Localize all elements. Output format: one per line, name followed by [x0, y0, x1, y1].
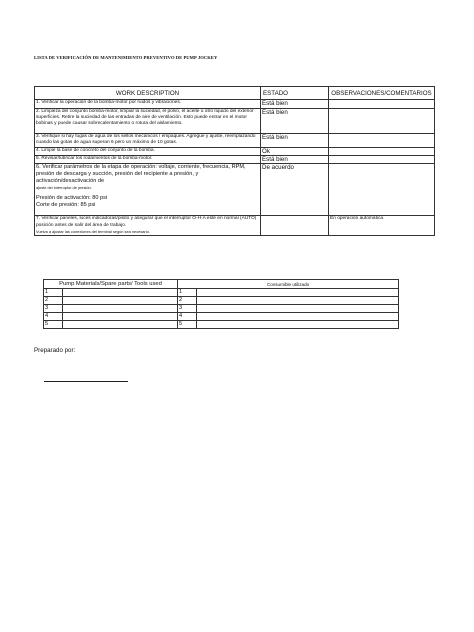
checklist-row [35, 164, 435, 216]
row-description: 5. Revisar/lubricar los rodamientos de la bomba-motor. [35, 156, 261, 164]
row-number: 3 [178, 305, 197, 313]
material-cell [63, 297, 178, 305]
parts-row [44, 289, 399, 297]
row-note: Vuelva a ajustar las conexiones del terminal según sea necesario. [36, 228, 150, 234]
row-number: 2 [44, 297, 63, 305]
material-cell [63, 305, 178, 313]
checklist-header-row [35, 87, 435, 100]
row-observations [329, 134, 435, 148]
row-description-line: 6. Verificar parámetros de la etapa de operación: voltaje, corriente, frecuencia, RPM, [36, 164, 246, 171]
consumable-cell [197, 297, 399, 305]
row-number: 3 [44, 305, 63, 313]
checklist-row [35, 100, 435, 109]
row-number: 5 [44, 321, 63, 329]
row-description-text: 7. Verificar paneles, luces indicadoras/piloto y asegurar que el interruptor O-H-A esté en normal (AUTO) posición antes de salir del área de trabajo. [36, 216, 257, 228]
row-number: 4 [44, 313, 63, 321]
activation-pressure: Presión de activación: 80 psi [36, 195, 108, 202]
header-state: ESTADO [261, 87, 329, 100]
row-description: 4. Limpie la base de concreto del conjunto de la bomba. [35, 148, 261, 156]
row-observations [329, 164, 435, 216]
row-number: 1 [44, 289, 63, 297]
checklist-row [35, 134, 435, 148]
row-description-line: presión de descarga y succión, presión del recipiente a presión, y activación/desactivación de [36, 171, 199, 185]
consumable-cell [197, 289, 399, 297]
row-description: 3. Verifique si hay fugas de agua de los sellos mecánicos / empaques. Agregue y ajuste, reemplazando cuando las gotas de agua superan 6 pero un máximo de 10 gotas. [35, 134, 261, 148]
row-number: 1 [178, 289, 197, 297]
checklist-row [35, 156, 435, 164]
header-observations: OBSERVACIONES/COMENTARIOS [329, 87, 435, 100]
row-observations [329, 109, 435, 134]
consumable-cell [197, 321, 399, 329]
row-state: Está bien [261, 109, 329, 134]
row-number: 2 [178, 297, 197, 305]
parts-header-row [44, 280, 399, 289]
header-materials: Pump Materials/Spare parts/ Tools used [44, 280, 178, 289]
material-cell [63, 321, 178, 329]
parts-row [44, 321, 399, 329]
row-description [35, 164, 261, 216]
document-title: LISTA DE VERIFICACIÓN DE MANTENIMIENTO PREVENTIVO DE PUMP JOCKEY [34, 55, 218, 60]
cutoff-pressure: Corte de presión: 85 psi [36, 202, 96, 209]
material-cell [63, 313, 178, 321]
consumable-cell [197, 313, 399, 321]
row-state: Está bien [261, 100, 329, 109]
row-description [35, 216, 261, 236]
row-description: 1. Verificar la operación de la bomba-motor por ruidos y vibraciones. [35, 100, 261, 109]
parts-row [44, 297, 399, 305]
prepared-by-label: Preparado por: [34, 347, 76, 354]
header-consumables: Consumible utilizado [178, 280, 399, 289]
parts-table [43, 279, 399, 329]
row-state: De acuerdo [261, 164, 329, 216]
row-description: 2. Limpieza del conjunto bomba-motor, limpiar la suciedad, el polvo, el aceite u otro líquido del exterior superficies. Retire la suciedad de las entradas de aire de ventilación. Esto puede entrar en el motor bobinas y puede causar sobrecalentamiento o rotura del aislamiento. [35, 109, 261, 134]
row-description-line: ajuste del interruptor de presión. [36, 185, 92, 191]
row-number: 5 [178, 321, 197, 329]
row-state: Está bien [261, 156, 329, 164]
row-observations [329, 148, 435, 156]
checklist-row [35, 109, 435, 134]
row-observations: En operación automática [329, 216, 435, 236]
row-number: 4 [178, 313, 197, 321]
parts-row [44, 313, 399, 321]
checklist-table [34, 86, 435, 236]
consumable-cell [197, 305, 399, 313]
header-work-description: WORK DESCRIPTION [35, 87, 261, 100]
row-state [261, 216, 329, 236]
row-observations [329, 156, 435, 164]
material-cell [63, 289, 178, 297]
checklist-row [35, 216, 435, 236]
row-state: Está bien [261, 134, 329, 148]
row-observations [329, 100, 435, 109]
checklist-row [35, 148, 435, 156]
signature-line [44, 381, 128, 382]
row-state: Ok [261, 148, 329, 156]
parts-row [44, 305, 399, 313]
